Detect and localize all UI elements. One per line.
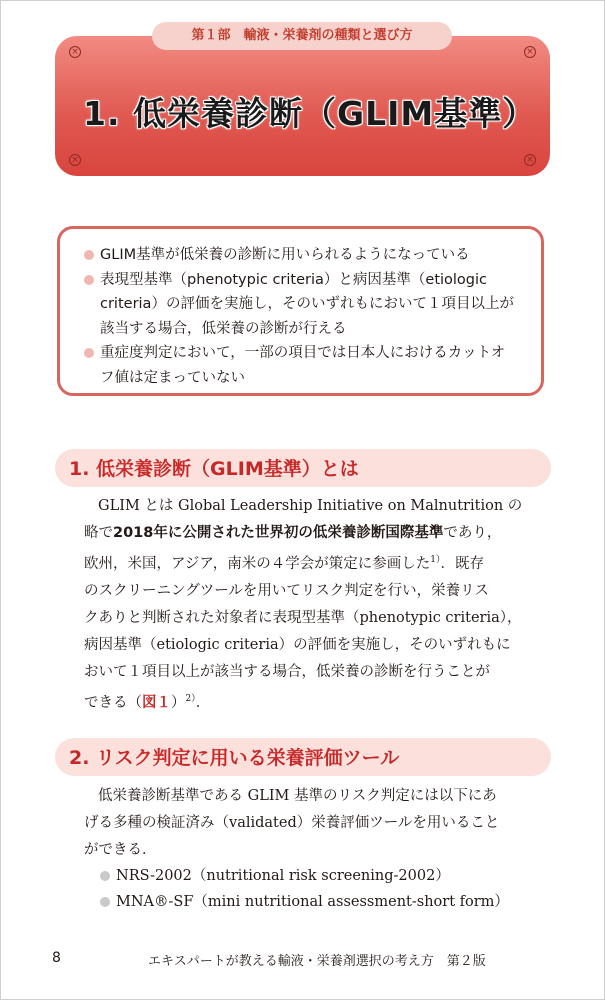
chapter-title: 1. 低栄養診断（GLIM基準）	[83, 94, 537, 133]
section1-paragraph: GLIM とは Global Leadership Initiative on Malnutrition の 略で2018年に公開された世界初の低栄養診断国際基準であり， 欧州，米国，アジア，南米の４学会が策定に参画した$^{1)}$．既存 のスクリーニングツールを用いてリスク判定を行い，栄養リス クありと判断された対象者に表現型基準（phenotypic criteria）， 病因基準（etiologic criteria）の評価を実施し，そのいずれもに おいて１項目以上が該当する場合，低栄養の診断を行うことが できる（図１）$^{2)}$．	[84, 498, 523, 711]
section-heading: 1. 低栄養診断（GLIM基準）とは	[55, 449, 551, 487]
section-heading: 2. リスク判定に用いる栄養評価ツール	[55, 738, 551, 776]
summary-box	[57, 226, 544, 396]
bullet-icon	[84, 250, 94, 260]
bullet-icon	[84, 275, 94, 285]
part-tab: 第１部 輸液・栄養剤の種類と選び方	[152, 22, 452, 50]
figure-reference-link[interactable]: 図１	[142, 694, 171, 711]
bullet-icon	[100, 897, 110, 907]
summary-bullet: GLIM基準が低栄養の診断に用いられるようになっている	[84, 243, 527, 268]
tool-list-item: MNA®-SF（mini nutritional assessment-short form）	[100, 891, 509, 913]
rivet-icon: ×	[524, 46, 536, 58]
rivet-icon: ×	[524, 154, 536, 166]
rivet-icon: ×	[69, 154, 81, 166]
tool-list-item: NRS-2002（nutritional risk screening-2002）	[100, 865, 450, 887]
bullet-icon	[100, 871, 110, 881]
summary-bullet: 表現型基準（phenotypic criteria）と病因基準（etiologic criteria）の評価を実施し，そのいずれもにおいて１項目以上が 該当する場合，低栄養の診断が行える	[84, 268, 527, 342]
page-number: 8	[52, 950, 61, 966]
footer-book-title: エキスパートが教える輸液・栄養剤選択の考え方 第２版	[148, 954, 486, 969]
summary-bullet: 重症度判定において，一部の項目では日本人におけるカットオ フ値は定まっていない	[84, 341, 527, 390]
rivet-icon: ×	[69, 46, 81, 58]
chapter-banner	[55, 36, 550, 176]
section2-paragraph: 低栄養診断基準である GLIM 基準のリスク判定には以下にあ げる多種の検証済み（validated）栄養評価ツールを用いること ができる．	[84, 788, 500, 858]
bullet-icon	[84, 348, 94, 358]
